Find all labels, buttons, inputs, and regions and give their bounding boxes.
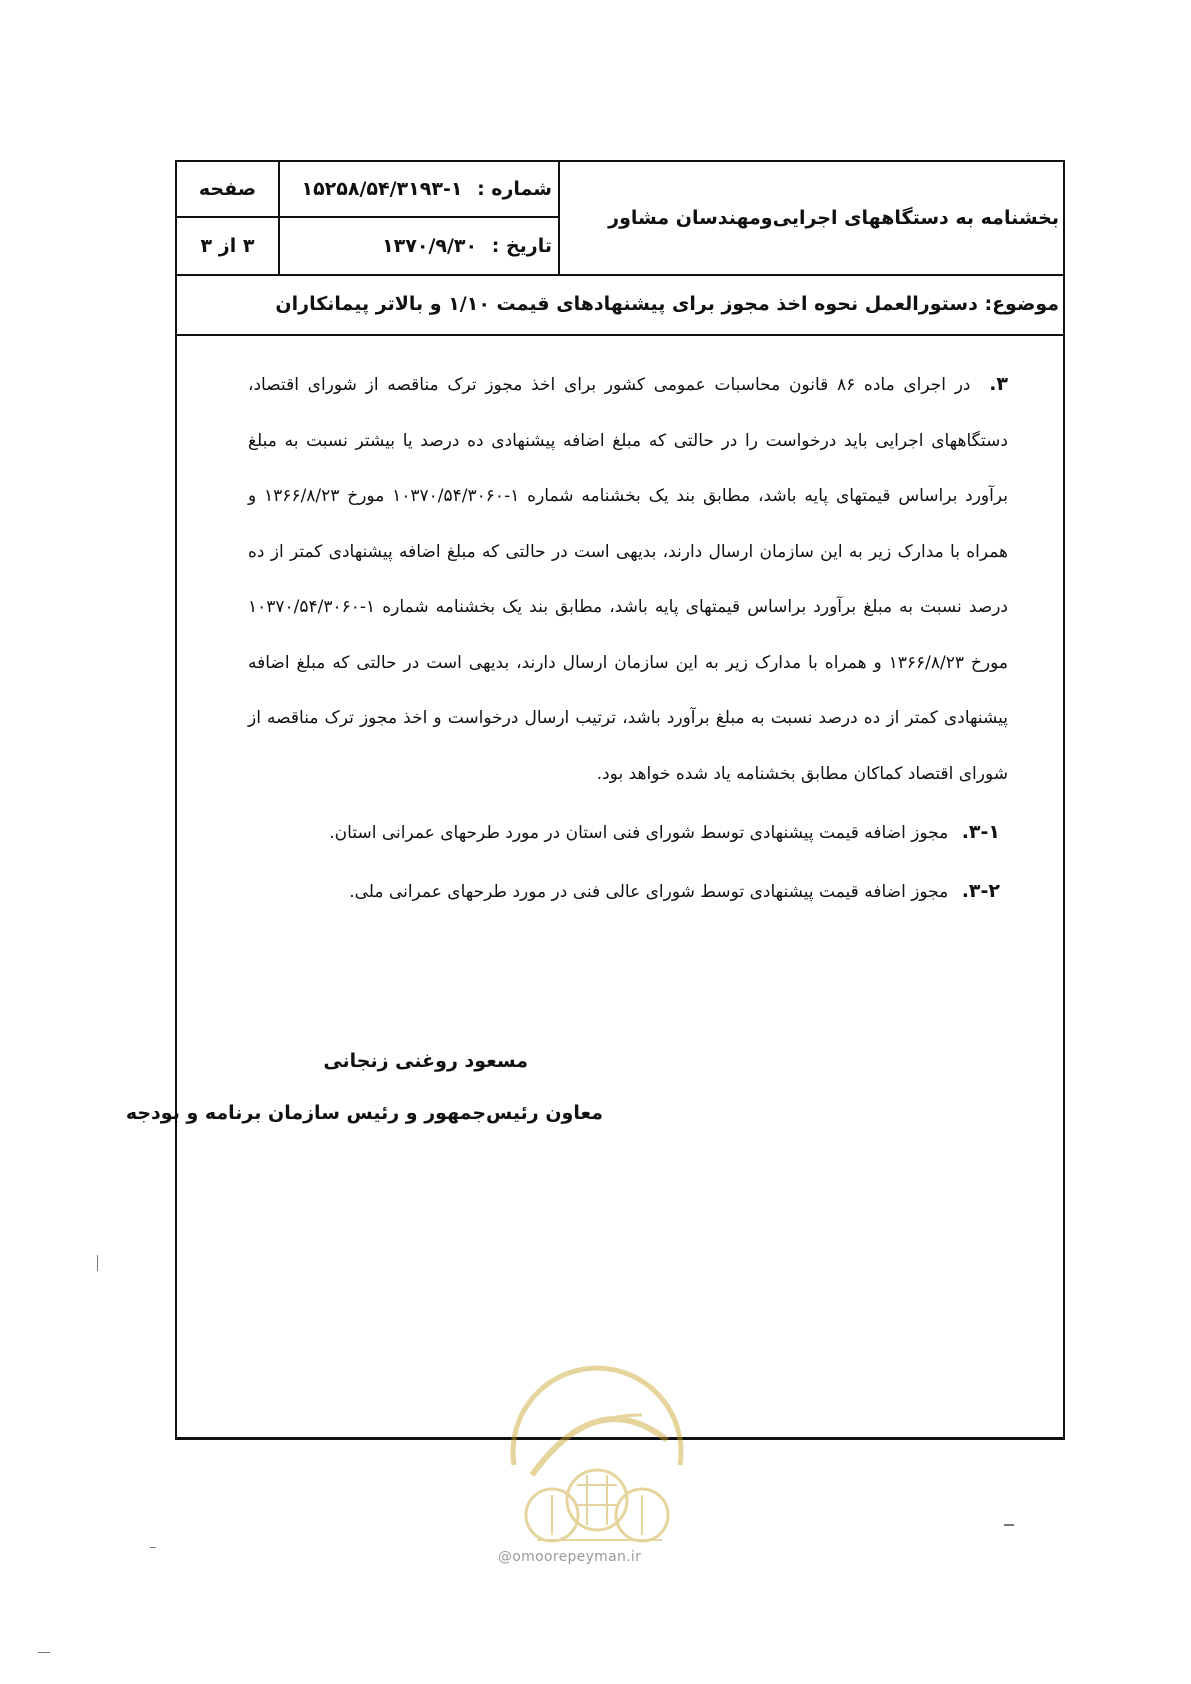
number-label: شماره :	[477, 178, 552, 200]
document-header	[177, 162, 1063, 276]
scan-speck	[150, 1547, 156, 1548]
date-label: تاریخ :	[491, 235, 552, 257]
document-body	[248, 357, 1008, 920]
header-number-cell	[278, 162, 560, 274]
item-number: ۳.	[989, 373, 1009, 395]
date-row	[280, 218, 558, 274]
sub-item-text: مجوز اضافه قیمت پیشنهادی توسط شورای فنی استان در مورد طرحهای عمرانی استان.	[329, 823, 949, 843]
scan-speck	[1004, 1524, 1014, 1526]
sub-item	[248, 863, 1000, 920]
website-watermark: @omoorepeyman.ir	[498, 1549, 642, 1565]
subject-text: موضوع: دستورالعمل نحوه اخذ مجوز برای پیشنهادهای قیمت ۱/۱۰ و بالاتر پیمانکاران	[275, 293, 1059, 315]
header-title-cell	[560, 162, 1063, 274]
header-page-cell	[177, 162, 278, 274]
sub-item-number: ۳-۱.	[961, 821, 1000, 843]
sub-item	[248, 804, 1000, 861]
sub-item-text: مجوز اضافه قیمت پیشنهادی توسط شورای عالی فنی در مورد طرحهای عمرانی ملی.	[349, 882, 949, 902]
signatory-position: معاون رئیس‌جمهور و رئیس سازمان برنامه و بودجه	[125, 1102, 603, 1124]
scan-speck	[38, 1652, 50, 1653]
page-value: ۳ از ۳	[200, 235, 255, 257]
document-title: بخشنامه به دستگاههای اجرایی‌ومهندسان مشاور	[608, 207, 1059, 229]
number-value: ۱-۱۵۲۵۸/۵۴/۳۱۹۳	[301, 178, 463, 200]
date-value: ۱۳۷۰/۹/۳۰	[382, 235, 478, 257]
scan-speck	[97, 1255, 98, 1271]
paragraph-text: در اجرای ماده ۸۶ قانون محاسبات عمومی کشور برای اخذ مجوز ترک مناقصه از شورای اقتصاد، دستگاههای اجرایی باید درخواست را در حالتی که مبلغ اضافه پیشنهادی ده درصد یا بیشتر نسبت به مبلغ برآورد براساس قیمتهای پایه باشد، مطابق بند یک بخشنامه شماره ۱-۱۰۳۷۰/۵۴/۳۰۶۰ مورخ ۱۳۶۶/۸/۲۳ و همراه با مدارک زیر به این سازمان ارسال دارند، بدیهی است در حالتی که مبلغ اضافه پیشنهادی کمتر از ده درصد نسبت به مبلغ برآورد براساس قیمتهای پایه باشد، مطابق بند یک بخشنامه شماره ۱-۱۰۳۷۰/۵۴/۳۰۶۰ مورخ ۱۳۶۶/۸/۲۳ و همراه با مدارک زیر به این سازمان ارسال دارند، بدیهی است در حالتی که مبلغ اضافه پیشنهادی کمتر از ده درصد نسبت به مبلغ برآورد باشد، ترتیب ارسال درخواست و اخذ مجوز ترک مناقصه از شورای اقتصاد کماکان مطابق بخشنامه یاد شده خواهد بود.	[248, 375, 1008, 784]
number-row	[280, 162, 558, 218]
watermark-logo	[492, 1345, 702, 1555]
sub-item-number: ۳-۲.	[961, 880, 1000, 902]
page-label: صفحه	[198, 178, 257, 200]
signatory-name: مسعود روغنی زنجانی	[323, 1050, 528, 1072]
document-frame	[125, 160, 1065, 1440]
subject-line	[177, 274, 1063, 336]
body-paragraph	[248, 357, 1008, 802]
